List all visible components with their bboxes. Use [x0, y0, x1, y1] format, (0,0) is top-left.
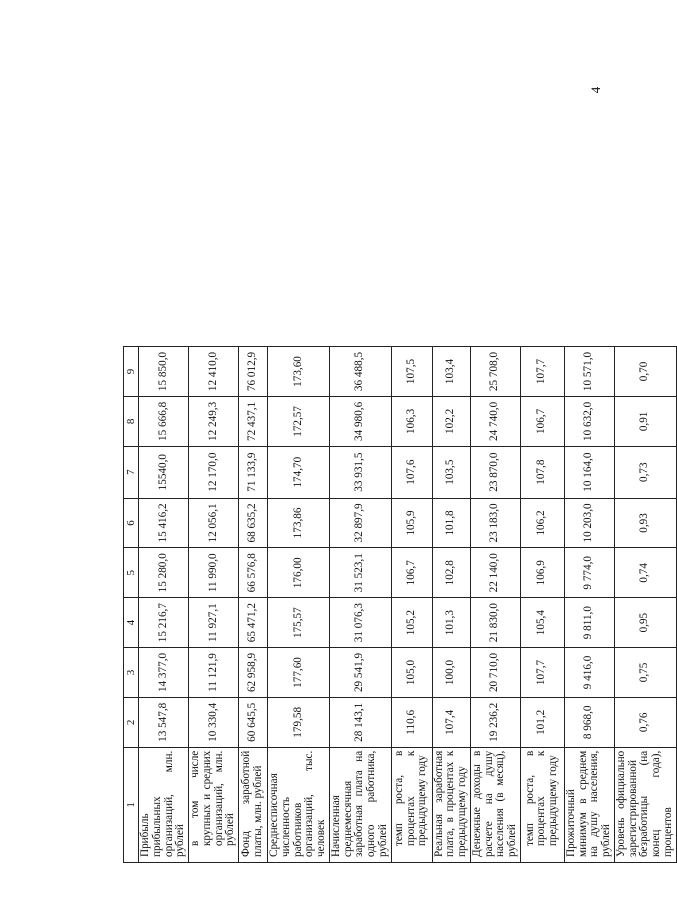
table-cell: 102,2	[432, 396, 470, 446]
table-cell: 107,4	[432, 697, 470, 747]
table-cell: 173,86	[268, 498, 330, 548]
table-row	[268, 347, 330, 863]
table-cell: 23 870,0	[470, 446, 520, 498]
row-label: Прибыль прибыльных организаций, млн. рублей	[139, 747, 189, 862]
table-cell: 25 708,0	[470, 347, 520, 397]
table-cell: 11 990,0	[189, 548, 239, 598]
table-cell: 106,7	[391, 548, 432, 598]
table-row	[139, 347, 189, 863]
table-cell: 10 203,0	[564, 498, 614, 548]
column-header: 6	[124, 498, 139, 548]
row-label: темп роста, в процентах к предыдущему году	[520, 747, 564, 862]
table-cell: 31 523,1	[329, 548, 391, 598]
table-cell: 9 416,0	[564, 648, 614, 698]
table-cell: 15 216,7	[139, 598, 189, 648]
table-cell: 76 012,9	[239, 347, 268, 397]
table-cell: 107,7	[520, 347, 564, 397]
table-cell: 21 830,0	[470, 598, 520, 648]
table-cell: 12 170,0	[189, 446, 239, 498]
row-label: Денежные доходы в расчете на душу населения (в месяц), рублей	[470, 747, 520, 862]
table-cell: 10 571,0	[564, 347, 614, 397]
row-label: темп роста, в процентах к предыдущему году	[391, 747, 432, 862]
table-cell: 12 410,0	[189, 347, 239, 397]
column-header: 5	[124, 548, 139, 598]
forecast-table-container	[123, 346, 677, 863]
table-row	[614, 347, 676, 863]
table-cell: 174,70	[268, 446, 330, 498]
table-cell: 0,74	[614, 548, 676, 598]
table-cell: 105,0	[391, 648, 432, 698]
row-label: Начисленная среднемесячная заработная плата на одного работника, рублей	[329, 747, 391, 862]
table-cell: 175,57	[268, 598, 330, 648]
table-cell: 20 710,0	[470, 648, 520, 698]
table-cell: 10 330,4	[189, 697, 239, 747]
table-cell: 71 133,9	[239, 446, 268, 498]
table-cell: 15 416,2	[139, 498, 189, 548]
table-cell: 15540,0	[139, 446, 189, 498]
table-cell: 29 541,9	[329, 648, 391, 698]
table-row	[189, 347, 239, 863]
table-cell: 23 183,0	[470, 498, 520, 548]
indicators-table	[123, 346, 677, 863]
table-cell: 106,2	[520, 498, 564, 548]
table-cell: 176,00	[268, 548, 330, 598]
table-cell: 103,4	[432, 347, 470, 397]
table-row	[239, 347, 268, 863]
table-cell: 0,73	[614, 446, 676, 498]
table-cell: 172,57	[268, 396, 330, 446]
column-header: 4	[124, 598, 139, 648]
table-cell: 22 140,0	[470, 548, 520, 598]
row-label: Среднесписочная численность работников организаций, тыс. человек	[268, 747, 330, 862]
table-cell: 9 811,0	[564, 598, 614, 648]
column-header: 8	[124, 396, 139, 446]
table-cell: 66 576,8	[239, 548, 268, 598]
table-cell: 107,8	[520, 446, 564, 498]
table-cell: 102,8	[432, 548, 470, 598]
table-row	[470, 347, 520, 863]
table-cell: 31 076,3	[329, 598, 391, 648]
table-cell: 12 249,3	[189, 396, 239, 446]
row-label: Фонд заработной платы, млн. рублей	[239, 747, 268, 862]
table-cell: 179,58	[268, 697, 330, 747]
table-cell: 10 632,0	[564, 396, 614, 446]
table-cell: 19 236,2	[470, 697, 520, 747]
table-cell: 33 931,5	[329, 446, 391, 498]
table-cell: 11 121,9	[189, 648, 239, 698]
table-cell: 14 377,0	[139, 648, 189, 698]
row-label: Прожиточный минимум в среднем на душу населения, рублей	[564, 747, 614, 862]
table-cell: 106,3	[391, 396, 432, 446]
column-header: 1	[124, 747, 139, 862]
table-cell: 0,75	[614, 648, 676, 698]
table-cell: 15 850,0	[139, 347, 189, 397]
column-header: 3	[124, 648, 139, 698]
table-cell: 11 927,1	[189, 598, 239, 648]
table-cell: 24 740,0	[470, 396, 520, 446]
table-cell: 103,5	[432, 446, 470, 498]
table-cell: 8 968,0	[564, 697, 614, 747]
table-cell: 0,95	[614, 598, 676, 648]
table-cell: 107,5	[391, 347, 432, 397]
table-cell: 0,70	[614, 347, 676, 397]
table-cell: 15 280,0	[139, 548, 189, 598]
table-row	[520, 347, 564, 863]
table-row	[564, 347, 614, 863]
table-cell: 62 958,9	[239, 648, 268, 698]
table-cell: 105,2	[391, 598, 432, 648]
page-number: 4	[588, 86, 603, 94]
table-cell: 107,7	[520, 648, 564, 698]
table-cell: 173,60	[268, 347, 330, 397]
table-cell: 10 164,0	[564, 446, 614, 498]
table-cell: 34 980,6	[329, 396, 391, 446]
table-cell: 13 547,8	[139, 697, 189, 747]
column-header: 2	[124, 697, 139, 747]
table-cell: 0,76	[614, 697, 676, 747]
table-cell: 101,2	[520, 697, 564, 747]
column-header: 7	[124, 446, 139, 498]
table-row	[329, 347, 391, 863]
table-cell: 110,6	[391, 697, 432, 747]
table-cell: 100,0	[432, 648, 470, 698]
table-cell: 12 056,1	[189, 498, 239, 548]
table-cell: 60 645,5	[239, 697, 268, 747]
table-cell: 32 897,9	[329, 498, 391, 548]
table-cell: 101,8	[432, 498, 470, 548]
table-cell: 107,6	[391, 446, 432, 498]
table-cell: 0,93	[614, 498, 676, 548]
row-label: Уровень официально зарегистрированной безработицы (на конец года), процентов	[614, 747, 676, 862]
table-cell: 72 437,1	[239, 396, 268, 446]
table-cell: 0,91	[614, 396, 676, 446]
table-cell: 65 471,2	[239, 598, 268, 648]
column-header: 9	[124, 347, 139, 397]
table-cell: 28 143,1	[329, 697, 391, 747]
table-cell: 105,4	[520, 598, 564, 648]
table-row	[432, 347, 470, 863]
row-label: в том числе крупных и средних организаций, млн. рублей	[189, 747, 239, 862]
table-cell: 101,3	[432, 598, 470, 648]
table-header-row	[124, 347, 139, 863]
table-cell: 106,7	[520, 396, 564, 446]
table-cell: 15 666,8	[139, 396, 189, 446]
table-cell: 68 635,2	[239, 498, 268, 548]
table-cell: 9 774,0	[564, 548, 614, 598]
table-cell: 106,9	[520, 548, 564, 598]
row-label: Реальная заработная плата, в процентах к предыдущему году	[432, 747, 470, 862]
table-cell: 177,60	[268, 648, 330, 698]
table-row	[391, 347, 432, 863]
table-cell: 36 488,5	[329, 347, 391, 397]
table-cell: 105,9	[391, 498, 432, 548]
